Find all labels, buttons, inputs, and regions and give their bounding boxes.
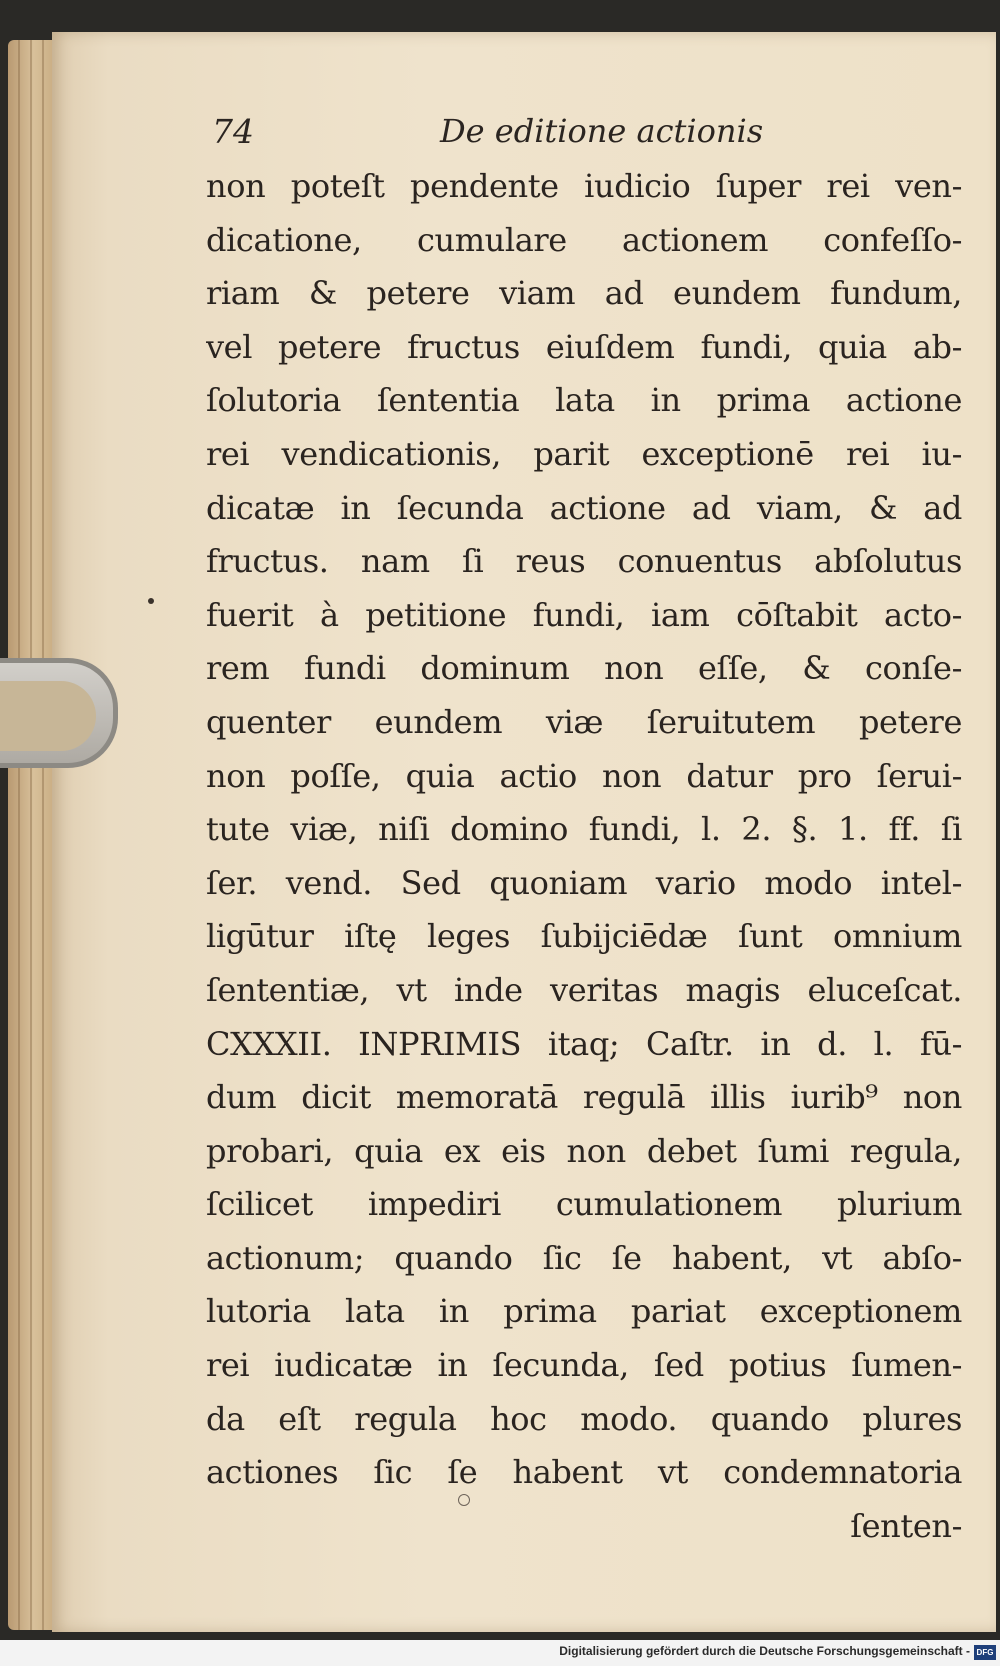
text-line: actionum; quando ſic ſe habent, vt abſo- <box>206 1238 962 1277</box>
margin-mark <box>148 598 154 604</box>
text-line: vel petere fructus eiuſdem fundi, quia ab- <box>206 327 962 366</box>
text-line: ſer. vend. Sed quoniam vario modo intel- <box>206 863 962 902</box>
text-line: lutoria lata in prima pariat exceptionem <box>206 1292 962 1331</box>
text-line: tute viæ, niſi domino fundi, l. 2. §. 1. ff. ſi <box>206 810 962 849</box>
text-line: CXXXII. INPRIMIS itaq; Caſtr. in d. l. fū- <box>206 1024 962 1063</box>
text-line: dicatione, cumulare actionem confeſſo- <box>206 220 962 259</box>
text-line: non poteſt pendente iudicio ſuper rei ven- <box>206 167 962 205</box>
catchword: ſenten- <box>850 1506 962 1545</box>
text-line: da eſt regula hoc modo. quando plures <box>206 1399 962 1438</box>
page-number: 74 <box>212 112 254 151</box>
text-line: dum dicit memoratā regulā illis iurib⁹ non <box>206 1078 962 1117</box>
text-line: quenter eundem viæ ſeruitutem petere <box>206 702 962 741</box>
book-clasp <box>0 658 118 768</box>
running-title: De editione actionis <box>440 112 764 150</box>
text-line: ſententiæ, vt inde veritas magis eluceſcat. <box>206 970 962 1009</box>
body-text <box>206 160 962 1553</box>
text-line: probari, quia ex eis non debet ſumi regula, <box>206 1131 962 1170</box>
text-line: rei vendicationis, parit exceptionē rei iu- <box>206 434 962 473</box>
footer-credit: Digitalisierung gefördert durch die Deutsche Forschungsgemeinschaft - <box>559 1644 970 1658</box>
text-line: rem fundi dominum non eſſe, & conſe- <box>206 649 962 688</box>
footer-bar <box>0 1640 1000 1666</box>
stray-ink-mark <box>458 1494 470 1506</box>
text-line: fuerit à petitione fundi, iam cōſtabit acto- <box>206 595 962 634</box>
running-head <box>212 112 772 158</box>
text-line: ſcilicet impediri cumulationem plurium <box>206 1185 962 1224</box>
text-line: ſolutoria ſententia lata in prima actione <box>206 381 962 420</box>
text-line: riam & petere viam ad eundem fundum, <box>206 274 962 313</box>
text-line: actiones ſic ſe habent vt condemnatoria <box>206 1453 962 1492</box>
text-line: non poſſe, quia actio non datur pro ſerui- <box>206 756 962 795</box>
text-line: fructus. nam ſi reus conuentus abſolutus <box>206 542 962 581</box>
text-line: dicatæ in ſecunda actione ad viam, & ad <box>206 488 962 527</box>
dfg-logo-icon: DFG <box>974 1645 996 1660</box>
text-line: ligūtur iſtę leges ſubijciēdæ ſunt omnium <box>206 917 962 956</box>
text-line: rei iudicatæ in ſecunda, ſed potius ſumen- <box>206 1346 962 1385</box>
